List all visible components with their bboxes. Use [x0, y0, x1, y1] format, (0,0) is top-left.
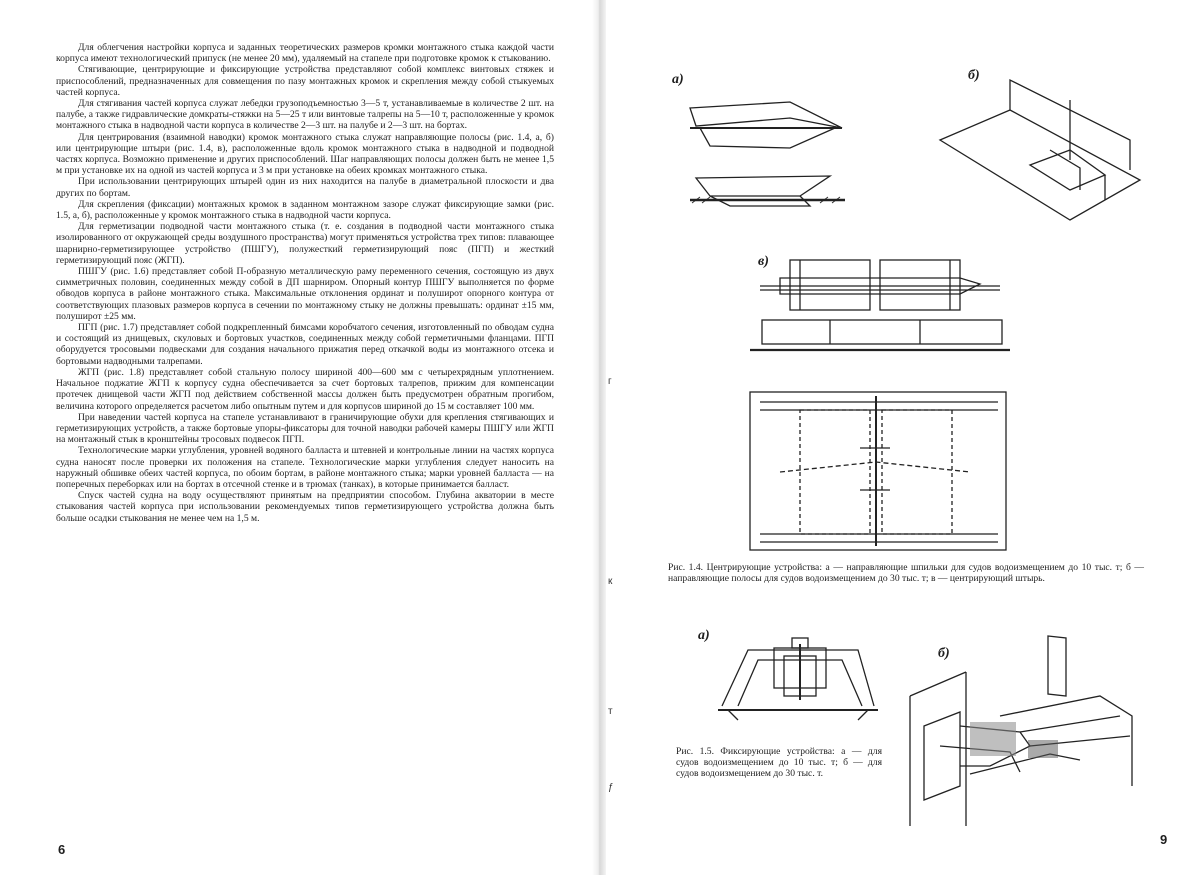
- paragraph: При использовании центрирующих штырей один из них находится на палубе в диаметральной плоскости и два других по бортам.: [56, 176, 554, 199]
- paragraph: ПШГУ (рис. 1.6) представляет собой П-образную металлическую раму переменного сечения, состоящую из двух симметричных половин, соединенных между собой в ДП шарниром. Опорный контур ПШГУ выполняется по форме обводов корпуса в районе монтажного стыка. Максимальные отклонения ординат и полуширот опорного контура от соответствующих плазовых размеров корпуса в сечении по монтажному стыку не должны превышать: ординат ±15 мм, полуширот ±25 мм.: [56, 266, 554, 322]
- edge-mark: г: [608, 376, 612, 387]
- paragraph: Спуск частей судна на воду осуществляют принятым на предприятии способом. Глубина акватории в месте стыкования частей корпуса при использовании рекомендуемых типов герметизирующего устройства должна быть больше осадки стыкования не менее чем на 1,5 м.: [56, 490, 554, 524]
- fig-1-4-panel-b-label: б): [968, 68, 980, 83]
- fig-1-4a-drawing: [670, 88, 850, 218]
- paragraph: Для стягивания частей корпуса служат лебедки грузоподъемностью 3—5 т, устанавливаемые в количестве 2 шт. на палубе, а также гидравлические домкраты-стяжки на 5—25 т или винтовые талрепы на 5—10 т, расположенные у кромок монтажного стыка в надводной части корпуса в количестве 2—3 шт. на палубе и 2—3 шт. на бортах.: [56, 98, 554, 132]
- paragraph: Технологические марки углубления, уровней водяного балласта и штевней и контрольные линии на частях корпуса судна наносят после проверки их положения на стапеле. Технологические марки углубления следует наносить на наружный обшивке обеих частей корпуса, по обоим бортам, в районе монтажного стыка; марки уровней балласта — на поперечных переборках или на бортах в отсечной стенке и в трюмах (танках), в которые принимается балласт.: [56, 445, 554, 490]
- paragraph: Для скрепления (фиксации) монтажных кромок в заданном монтажном зазоре служат фиксирующие замки (рис. 1.5, а, б), расположенные у кромок монтажного стыка в надводной части корпуса.: [56, 198, 554, 222]
- paragraph: ЖГП (рис. 1.8) представляет собой стальную полосу шириной 400—600 мм с четырехрядным уплотнением. Начальное поджатие ЖГП к корпусу судна обеспечивается за счет бортовых талрепов, прижим для компенсации протечек днищевой части ЖГП под действием собственной массы должен быть предусмотрен обратным прогибом, величина которого определяется расчетом либо опытным путем и для корпусов шириной до 15 м составляет 100 мм.: [56, 366, 554, 412]
- fig-1-5b-drawing: [900, 636, 1150, 836]
- right-page: [600, 0, 1200, 875]
- paragraph: Для облегчения настройки корпуса и заданных теоретических размеров кромки монтажного стыка каждой части корпуса имеют технологический припуск (не менее 20 мм), удаляемый на стапеле при подготовке кромок к стыкованию.: [56, 42, 554, 65]
- paragraph: Стягивающие, центрирующие и фиксирующие устройства представляют собой комплекс винтовых стяжек и приспособлений, предназначенных для совмещения по пазу монтажных кромок и скрепления между собой стыкуемых частей корпуса.: [56, 64, 554, 98]
- left-body-text: [56, 42, 554, 524]
- fig-1-4v-drawing: [740, 250, 1010, 560]
- edge-mark: ƒ: [608, 782, 614, 793]
- page-number-left: 6: [58, 842, 66, 857]
- edge-mark: т: [608, 706, 613, 717]
- fig-1-4-caption: Рис. 1.4. Центрирующие устройства: а — направляющие шпильки для судов водоизмещением до 10 тыс. т; б — направляющие полосы для судов водоизмещением до 30 тыс. т; в — центрирующий штырь.: [668, 562, 1144, 584]
- fig-1-4b-drawing: [930, 80, 1150, 230]
- fig-1-4-panel-a-label: а): [672, 72, 684, 87]
- fig-1-5-panel-b-label: б): [938, 646, 950, 661]
- fig-1-5-panel-a-label: а): [698, 628, 710, 643]
- paragraph: При наведении частей корпуса на стапеле устанавливают в граничирующие обухи для крепления стягивающих и герметизирующих устройств, а также бортовые упоры-фиксаторы для точной наводки рабочей камеры ПШГУ или ЖГП на монтажный стык в кронштейны тросовых подвесок ПГП.: [56, 411, 554, 446]
- paragraph: Для герметизации подводной части монтажного стыка (т. е. создания в подводной части монтажного стыка изолированного от окружающей среды воздушного пространства) могут применяться устройства трех типов: плавающее шарнирно-герметизирующее устройство (ПШГУ), полужесткий герметизирующий пояс (ПГП) и жесткий герметизирующий пояс (ЖГП).: [56, 221, 554, 266]
- fig-1-5-caption: Рис. 1.5. Фиксирующие устройства: а — для судов водоизмещением до 10 тыс. т; б — для судов водоизмещением до 30 тыс. т.: [676, 746, 882, 779]
- page-number-right: 9: [1160, 832, 1168, 847]
- edge-mark: к: [608, 576, 613, 587]
- paragraph: ПГП (рис. 1.7) представляет собой подкрепленный бимсами коробчатого сечения, изготовленный по обводам судна и состоящий из днищевых, скуловых и бортовых участков, соединенных между собой герметичными фланцами. ПГП оборудуется тросовыми подвесками для создания начального прижатия перед откачкой воды из монтажного отсека и бортовыми надводными талрепами.: [56, 322, 554, 367]
- fig-1-5a-drawing: [718, 636, 878, 736]
- paragraph: Для центрирования (взаимной наводки) кромок монтажного стыка служат направляющие полосы (рис. 1.4, а, б) или центрирующие штыри (рис. 1.4, в), расположенные вдоль кромок монтажного стыка в надводной и подводной частях корпуса. Возможно применение и других приспособлений. Шаг направляющих полосы должен быть не менее 1,5 м при установке их на одной из частей корпуса и 3 м при установке на обеих кромках монтажного стыка.: [56, 131, 554, 177]
- fig-1-4-panel-v-label: в): [758, 254, 769, 269]
